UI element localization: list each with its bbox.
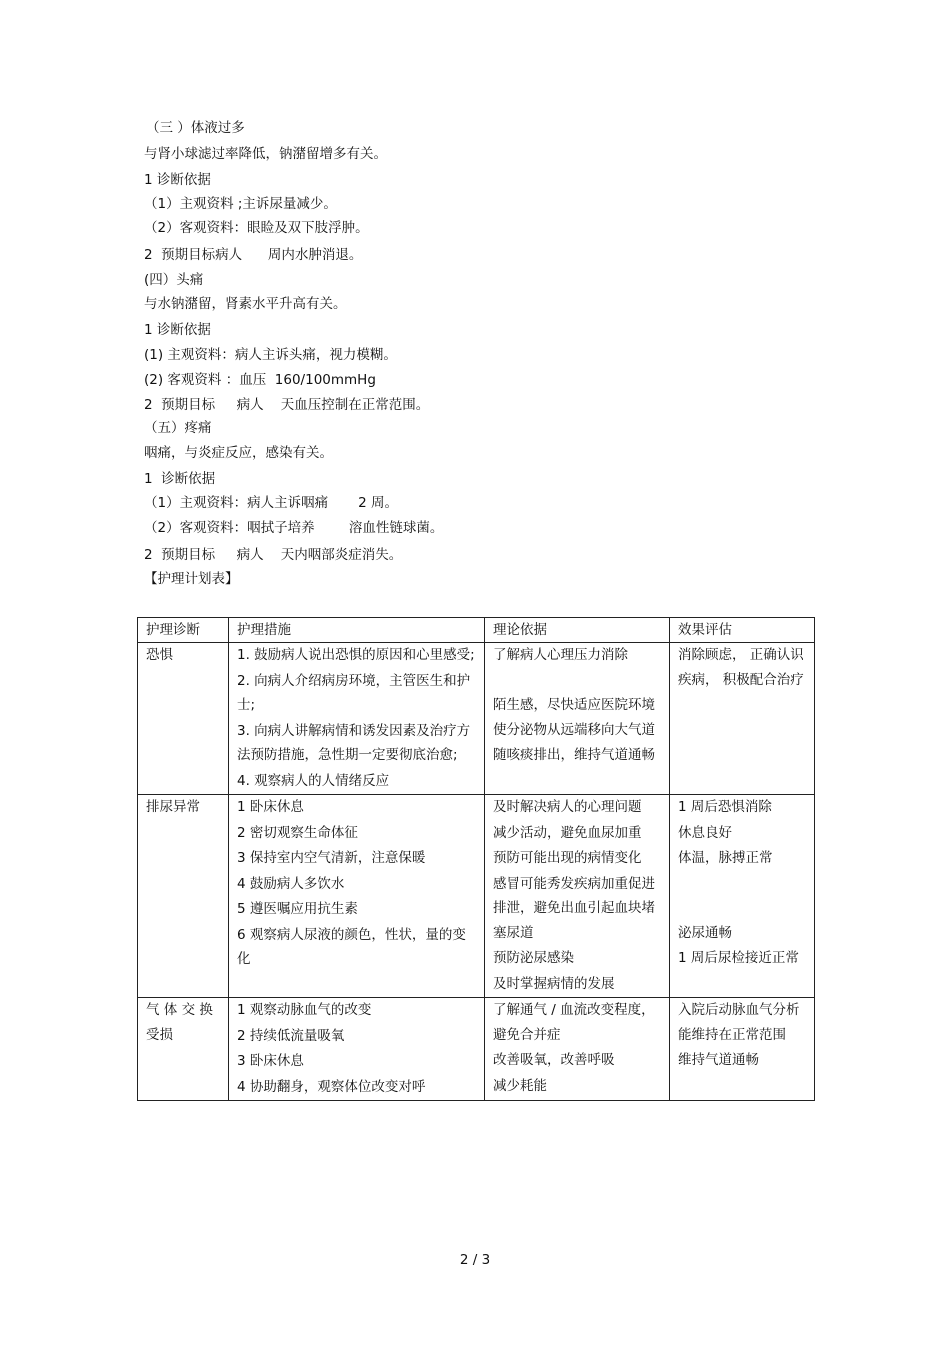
measure-item: 3 保持室内空气清新，注意保暖 (237, 850, 426, 866)
header-measures: 护理措施 (229, 618, 485, 643)
evaluation-item: 消除顾虑， 正确认识疾病， 积极配合治疗 (678, 647, 804, 688)
table-title: 【护理计划表】 (144, 571, 239, 587)
measures-cell (229, 998, 485, 1101)
measure-item: 3 卧床休息 (237, 1053, 304, 1069)
evaluation-item: 休息良好 (678, 824, 732, 841)
basis-item: 了解病人心理压力消除 (493, 647, 628, 663)
measure-item: 1 观察动脉血气的改变 (237, 1002, 372, 1018)
basis-item: 陌生感，尽快适应医院环境 (493, 696, 655, 713)
measure-item: 4. 观察病人的人情绪反应 (237, 772, 390, 789)
objective-data: （2）客观资料：眼睑及双下肢浮肿。 (144, 220, 369, 236)
measure-item: 4 协助翻身，观察体位改变对呼 (237, 1078, 426, 1095)
expected-goal: 2 预期目标病人 周内水肿消退。 (144, 247, 363, 263)
diagnosis-cell (138, 998, 229, 1101)
basis-item: 及时掌握病情的发展 (493, 975, 615, 992)
section-cause: 咽痛，与炎症反应，感染有关。 (144, 445, 333, 461)
evaluation-item: 1 周后恐惧消除 (678, 799, 772, 815)
measure-item: 4 鼓励病人多饮水 (237, 875, 345, 892)
nursing-plan-table (137, 617, 815, 1101)
basis-item: 及时解决病人的心理问题 (493, 799, 642, 815)
basis-title: 1 诊断依据 (144, 172, 211, 188)
table-row (138, 643, 815, 795)
measure-item: 2. 向病人介绍病房环境，主管医生和护士; (237, 672, 471, 713)
basis-title: 1 诊断依据 (144, 471, 216, 487)
measure-item: 1 卧床休息 (237, 799, 304, 815)
basis-item: 改善吸氧，改善呼吸 (493, 1052, 615, 1068)
subjective-data: （1）主观资料：病人主诉咽痛 2 周。 (144, 495, 399, 511)
expected-goal: 2 预期目标 病人 天内咽部炎症消失。 (144, 547, 403, 563)
basis-item: 了解通气 / 血流改变程度，避免合并症 (493, 1002, 655, 1043)
basis-item: 减少活动，避免血尿加重 (493, 824, 642, 841)
basis-item: 使分泌物从远端移向大气道随咳痰排出，维持气道通畅 (493, 722, 655, 763)
expected-goal: 2 预期目标 病人 天血压控制在正常范围。 (144, 397, 430, 413)
basis-item: 减少耗能 (493, 1077, 547, 1094)
measure-item: 2 持续低流量吸氧 (237, 1027, 345, 1044)
diagnosis-cell (138, 795, 229, 998)
basis-item: 预防泌尿感染 (493, 950, 574, 966)
section-heading: （三 ）体液过多 (146, 120, 245, 136)
evaluation-item: 入院后动脉血气分析能维持在正常范围 (678, 1002, 800, 1043)
header-evaluation: 效果评估 (670, 618, 815, 643)
evaluation-item: 泌尿通畅 (678, 924, 732, 941)
basis-item: 预防可能出现的病情变化 (493, 850, 642, 866)
evaluation-item: 体温，脉搏正常 (678, 850, 773, 866)
diagnosis-cell (138, 643, 229, 795)
section-heading: (四）头痛 (144, 272, 204, 288)
objective-data: (2) 客观资料 ：血压 160/100mmHg (144, 372, 376, 388)
table-row (138, 998, 815, 1101)
section-heading: （五）疼痛 (144, 420, 212, 436)
measure-item: 5 遵医嘱应用抗生素 (237, 901, 358, 917)
diagnosis-text: 排尿异常 (146, 799, 200, 815)
subjective-data: (1) 主观资料：病人主诉头痛，视力模糊。 (144, 347, 397, 363)
header-diagnosis: 护理诊断 (138, 618, 229, 643)
measure-item: 6 观察病人尿液的颜色，性状，量的变化 (237, 926, 466, 967)
measure-item: 2 密切观察生命体征 (237, 824, 358, 841)
evaluation-item: 1 周后尿检接近正常 (678, 950, 799, 966)
section-cause: 与水钠潴留，肾素水平升高有关。 (144, 296, 347, 312)
measures-cell (229, 795, 485, 998)
table-header-row (138, 618, 815, 643)
measures-cell (229, 643, 485, 795)
basis-title: 1 诊断依据 (144, 322, 211, 338)
basis-cell (485, 998, 670, 1101)
measure-item: 3. 向病人讲解病情和诱发因素及治疗方法预防措施，急性期一定要彻底治愈; (237, 722, 471, 763)
basis-item: 感冒可能秀发疾病加重促进排泄，避免出血引起血块堵塞尿道 (493, 875, 655, 941)
diagnosis-text: 恐惧 (146, 647, 173, 663)
evaluation-cell (670, 795, 815, 998)
basis-cell (485, 795, 670, 998)
section-cause: 与肾小球滤过率降低，钠潴留增多有关。 (144, 146, 387, 162)
measure-item: 1. 鼓励病人说出恐惧的原因和心里感受; (237, 647, 475, 663)
basis-cell (485, 643, 670, 795)
evaluation-item: 维持气道通畅 (678, 1052, 759, 1068)
table-row (138, 795, 815, 998)
page-number: 2 / 3 (459, 1252, 491, 1268)
subjective-data: （1）主观资料 ;主诉尿量减少。 (144, 196, 337, 212)
header-basis: 理论依据 (485, 618, 670, 643)
evaluation-cell (670, 998, 815, 1101)
objective-data: （2）客观资料：咽拭子培养 溶血性链球菌。 (144, 520, 444, 536)
evaluation-cell (670, 643, 815, 795)
diagnosis-text: 气 体 交 换 受损 (146, 1002, 213, 1043)
